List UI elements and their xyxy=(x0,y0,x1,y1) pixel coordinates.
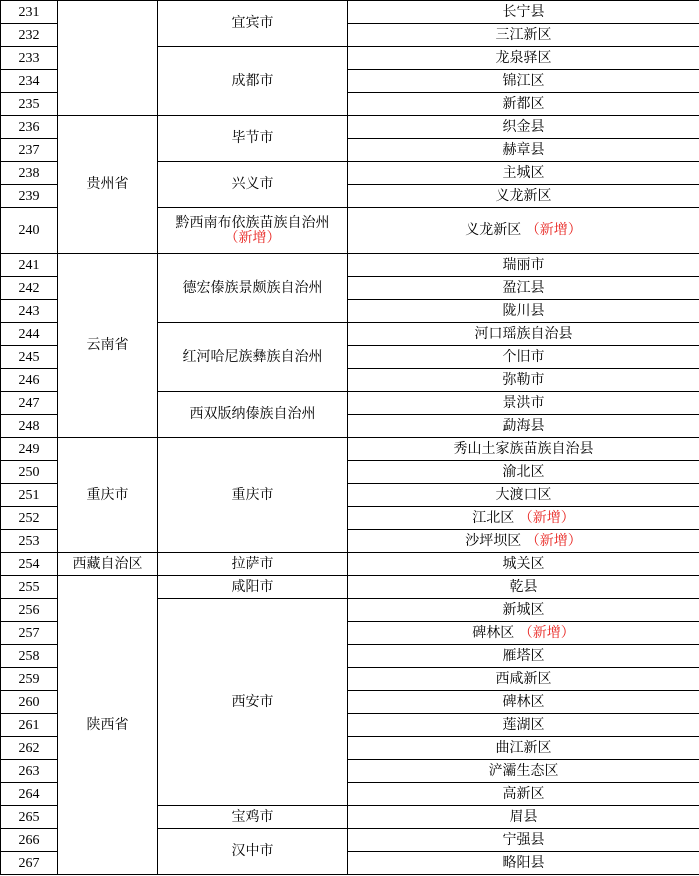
city-cell: 红河哈尼族彝族自治州 xyxy=(158,323,348,392)
city-cell: 成都市 xyxy=(158,47,348,116)
county-cell: 主城区 xyxy=(348,162,699,185)
row-number: 257 xyxy=(1,622,58,645)
row-number: 265 xyxy=(1,806,58,829)
row-number: 267 xyxy=(1,852,58,875)
row-number: 247 xyxy=(1,392,58,415)
row-number: 245 xyxy=(1,346,58,369)
province-cell: 重庆市 xyxy=(58,438,158,553)
new-tag: （新增） xyxy=(518,509,575,526)
county-name: 江北区 xyxy=(472,509,515,526)
table-row xyxy=(1,576,699,599)
row-number: 253 xyxy=(1,530,58,553)
row-number: 248 xyxy=(1,415,58,438)
county-cell: 弥勒市 xyxy=(348,369,699,392)
row-number: 258 xyxy=(1,645,58,668)
row-number: 266 xyxy=(1,829,58,852)
row-number: 262 xyxy=(1,737,58,760)
row-number: 240 xyxy=(1,208,58,254)
row-number: 241 xyxy=(1,254,58,277)
county-cell: 雁塔区 xyxy=(348,645,699,668)
county-cell: 景洪市 xyxy=(348,392,699,415)
province-cell xyxy=(58,1,158,116)
county-cell: 个旧市 xyxy=(348,346,699,369)
row-number: 235 xyxy=(1,93,58,116)
county-cell xyxy=(348,622,699,645)
county-cell: 渝北区 xyxy=(348,461,699,484)
city-cell: 重庆市 xyxy=(158,438,348,553)
row-number: 237 xyxy=(1,139,58,162)
new-tag: （新增） xyxy=(525,222,582,238)
county-name: 义龙新区 xyxy=(465,222,522,238)
county-name: 碑林区 xyxy=(472,624,515,641)
county-cell: 新城区 xyxy=(348,599,699,622)
county-cell: 乾县 xyxy=(348,576,699,599)
row-number: 252 xyxy=(1,507,58,530)
county-cell: 高新区 xyxy=(348,783,699,806)
county-cell xyxy=(348,208,699,254)
city-cell: 宜宾市 xyxy=(158,1,348,47)
county-cell xyxy=(348,507,699,530)
county-cell: 秀山土家族苗族自治县 xyxy=(348,438,699,461)
row-number: 234 xyxy=(1,70,58,93)
row-number: 254 xyxy=(1,553,58,576)
city-cell: 汉中市 xyxy=(158,829,348,875)
row-number: 263 xyxy=(1,760,58,783)
province-cell: 贵州省 xyxy=(58,116,158,254)
row-number: 251 xyxy=(1,484,58,507)
row-number: 256 xyxy=(1,599,58,622)
row-number: 250 xyxy=(1,461,58,484)
table-row xyxy=(1,116,699,139)
city-cell: 拉萨市 xyxy=(158,553,348,576)
province-cell: 云南省 xyxy=(58,254,158,438)
county-cell: 眉县 xyxy=(348,806,699,829)
row-number: 260 xyxy=(1,691,58,714)
county-cell: 盈江县 xyxy=(348,277,699,300)
city-cell xyxy=(158,208,348,254)
city-cell: 宝鸡市 xyxy=(158,806,348,829)
county-cell: 织金县 xyxy=(348,116,699,139)
row-number: 231 xyxy=(1,1,58,24)
row-number: 242 xyxy=(1,277,58,300)
city-cell: 西双版纳傣族自治州 xyxy=(158,392,348,438)
province-cell: 西藏自治区 xyxy=(58,553,158,576)
province-cell: 陕西省 xyxy=(58,576,158,875)
new-tag: （新增） xyxy=(525,532,582,549)
county-cell: 赫章县 xyxy=(348,139,699,162)
county-cell: 新都区 xyxy=(348,93,699,116)
city-cell: 西安市 xyxy=(158,599,348,806)
county-cell: 碑林区 xyxy=(348,691,699,714)
county-cell: 龙泉驿区 xyxy=(348,47,699,70)
county-cell: 长宁县 xyxy=(348,1,699,24)
city-cell: 德宏傣族景颇族自治州 xyxy=(158,254,348,323)
table-row xyxy=(1,1,699,24)
row-number: 249 xyxy=(1,438,58,461)
table-row xyxy=(1,438,699,461)
county-cell: 西咸新区 xyxy=(348,668,699,691)
new-tag: （新增） xyxy=(518,624,575,641)
city-name: 黔西南布依族苗族自治州 xyxy=(175,214,330,231)
county-cell: 城关区 xyxy=(348,553,699,576)
county-cell: 三江新区 xyxy=(348,24,699,47)
table-row xyxy=(1,553,699,576)
county-cell: 莲湖区 xyxy=(348,714,699,737)
city-cell: 咸阳市 xyxy=(158,576,348,599)
row-number: 261 xyxy=(1,714,58,737)
new-tag: （新增） xyxy=(224,229,281,246)
county-name: 沙坪坝区 xyxy=(465,532,522,549)
county-cell: 陇川县 xyxy=(348,300,699,323)
county-cell: 曲江新区 xyxy=(348,737,699,760)
row-number: 236 xyxy=(1,116,58,139)
county-cell: 河口瑶族自治县 xyxy=(348,323,699,346)
row-number: 238 xyxy=(1,162,58,185)
county-cell: 大渡口区 xyxy=(348,484,699,507)
county-cell: 略阳县 xyxy=(348,852,699,875)
row-number: 246 xyxy=(1,369,58,392)
row-number: 255 xyxy=(1,576,58,599)
row-number: 232 xyxy=(1,24,58,47)
county-cell: 宁强县 xyxy=(348,829,699,852)
county-cell xyxy=(348,530,699,553)
row-number: 264 xyxy=(1,783,58,806)
row-number: 233 xyxy=(1,47,58,70)
county-cell: 勐海县 xyxy=(348,415,699,438)
row-number: 243 xyxy=(1,300,58,323)
city-cell: 兴义市 xyxy=(158,162,348,208)
county-cell: 瑞丽市 xyxy=(348,254,699,277)
county-cell: 义龙新区 xyxy=(348,185,699,208)
row-number: 244 xyxy=(1,323,58,346)
county-cell: 锦江区 xyxy=(348,70,699,93)
table-row xyxy=(1,254,699,277)
row-number: 259 xyxy=(1,668,58,691)
county-cell: 浐灞生态区 xyxy=(348,760,699,783)
city-cell: 毕节市 xyxy=(158,116,348,162)
row-number: 239 xyxy=(1,185,58,208)
